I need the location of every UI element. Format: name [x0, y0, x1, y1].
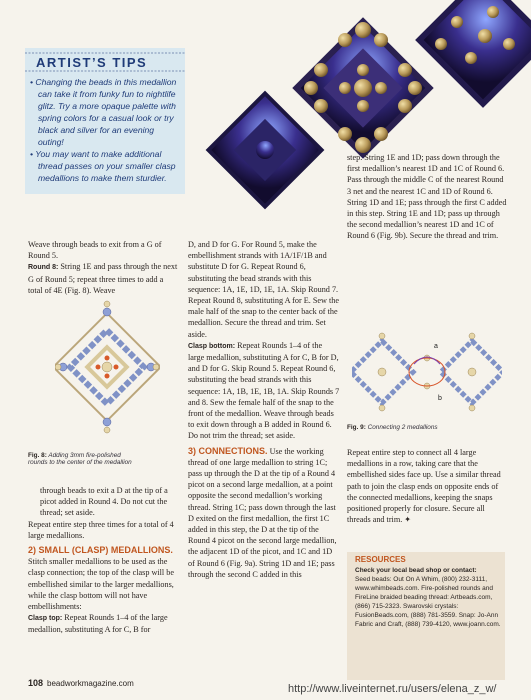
figure-9: [352, 330, 502, 415]
site-name: beadworkmagazine.com: [47, 679, 134, 688]
paragraph: Repeat entire step to connect all 4 large medallions in a row, taking care that the embellished sides face up. Use a similar thread path to join the clasp ends on opposite ends of the connected medallions, keeping the snaps positioned properly for closure. Secure all threads and trim. ✦: [347, 448, 501, 525]
clasp-top-text: Repeat Rounds 1–4 of the large medallion, substituting A for C, B for: [28, 613, 168, 635]
paragraph: Weave through beads to exit from a G of Round 5.: [28, 240, 162, 261]
paragraph: Stitch smaller medallions to be used as the clasp connection; the top of the clasp will be embellished similar to the larger medallions, while the clasp bottom will not have embellishments:: [28, 557, 174, 612]
page-number: 108: [28, 678, 44, 688]
col3-bottom: [347, 447, 507, 525]
fig-8-caption: Fig. 8: Adding 3mm fire-polished rounds to the center of the medallion: [28, 452, 132, 466]
watermark-url: http://www.liveinternet.ru/users/elena_z_w/: [288, 683, 497, 695]
section-heading-2: 2) SMALL (CLASP) MEDALLIONS.: [28, 545, 173, 556]
tips-title: ARTIST’S TIPS: [36, 55, 148, 70]
paragraph: Repeat entire step three times for a total of 4 large medallions.: [28, 519, 174, 540]
tips-item: • You may want to make additional thread passes on your smaller clasp medallions to make them sturdier.: [30, 149, 176, 183]
paragraph: through beads to exit a D at the tip of a picot added in Round 4. Do not cut the thread; set aside.: [40, 486, 168, 518]
col1-top: [28, 239, 178, 296]
round-8-label: Round 8:: [28, 264, 59, 272]
col2: [188, 239, 340, 580]
resources-title: RESOURCES: [355, 555, 406, 564]
section-heading-3: 3) CONNECTIONS.: [188, 445, 268, 456]
tips-item: • Changing the beads in this medallion can take it from funky fun to nightlife glitz. Try a more opaque palette with spring colors for a casual look or try black and silver for an evening outing!: [30, 77, 177, 147]
col1-bottom: [28, 485, 180, 636]
clasp-top-label: Clasp top:: [28, 615, 63, 623]
clasp-bottom-text: Repeat Rounds 1–4 of the large medallion, substituting A for C, B for D, and D for G. Skip Round 5. Repeat Round 6, substituting the bead strands with this sequence: 1A, 1B, 1E, 1B, 1A. Skip Rounds 7 and 8. Sew the female half of the snap to the front of the medallion. Weave through beads to exit down through a B added in Round 6. Do not trim the thread; set aside.: [188, 340, 340, 441]
round-8-text: String 1E and pass through the next G of Round 5; repeat three times to add a total of 4E (Fig. 8). Weave: [28, 262, 178, 295]
medallion-left: [206, 91, 325, 210]
folio: [28, 678, 134, 688]
resources-body: Check your local bead shop or contact: Seed beads: Out On A Whim, (800) 232-3111, www.whimbeads.com. Fire-polished rounds and FireLine braided beading thread: Artbeads.com, (866) 715-2323. Swarovski crystals: FusionBeads.com, (888) 781-3559. Snap: Jo-Ann Fabric and Craft, (888) 739-4120, www.joann.com.: [355, 567, 501, 628]
fig-9-label-a: a: [434, 343, 438, 350]
clasp-bottom-label: Clasp bottom:: [188, 342, 236, 350]
fig-9-label-b: b: [438, 395, 442, 402]
paragraph: step. String 1E and 1D; pass down through the first medallion’s nearest 1D and 1C of Round 6. Pass through the middle C of the nearest Round 3 net and the nearest 1C and 1D of Round 6. String 1D and 1E; pass through the first C added in this step. String 1E and 1D; pass up through the second medallion’s nearest 1D and 1C of Round 6 (Fig. 9b). Secure the thread and trim.: [347, 153, 507, 241]
figure-8: [55, 300, 160, 435]
connections-text: Use the working thread of one large medallion to string 1C; pass up through the D at the tip of a Round 4 picot on a second large medallion, at a point opposite the second medallion’s working thread. String 1C; pass down through the last D exited on the first medallion, the first 1C added in this step, the D at the tip of the Round 4 picot on the second large medallion, the adjacent 1D of the picot, and 1C and 1D of Round 6 (Fig. 9a). String 1D and 1E; pass through the second C added in this: [188, 446, 337, 579]
paragraph: D, and D for G. For Round 5, make the embellishment strands with 1A/1F/1B and substitute D for G. Repeat Round 6, substituting the bead strands with this sequence: 1A, 1E, 1D, 1E, 1A. Skip Round 7. Repeat Round 8, substituting A for E. Sew the male half of the snap to the center back of the medallion. Secure the thread and trim. Set aside.: [188, 240, 340, 339]
fig-9-caption: Fig. 9: Connecting 2 medallions: [347, 424, 438, 431]
tips-list: [30, 76, 180, 184]
col3-top: [347, 152, 507, 242]
